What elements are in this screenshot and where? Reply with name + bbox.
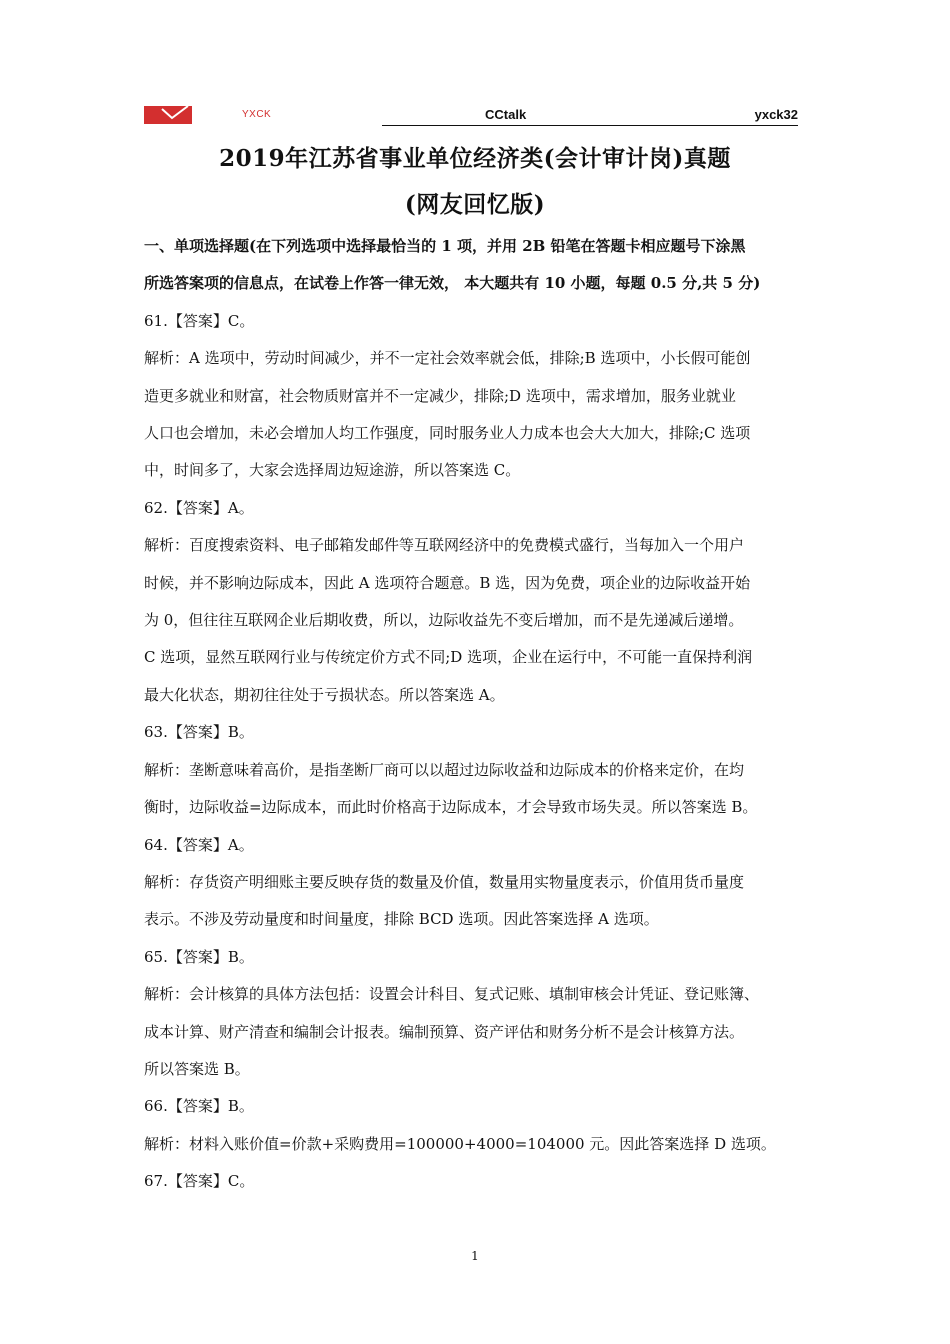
- text-line: 造更多就业和财富，社会物质财富并不一定减少，排除;D 选项中，需求增加，服务业就业: [144, 386, 736, 405]
- text-line: 表示。不涉及劳动量度和时间量度，排除 BCD 选项。因此答案选择 A 选项。: [144, 910, 659, 929]
- text-line: 64.【答案】A。: [144, 835, 254, 854]
- page-number: 1: [471, 1249, 479, 1263]
- text-line: 衡时，边际收益=边际成本，而此时价格高于边际成本，才会导致市场失灵。所以答案选 B。: [144, 798, 758, 817]
- text-line: 67.【答案】C。: [144, 1172, 255, 1191]
- logo-text: YXCK: [242, 109, 272, 120]
- document-title: 2019年江苏省事业单位经济类(会计审计岗)真题: [219, 145, 731, 172]
- section-heading-line-1: 一、单项选择题(在下列选项中选择最恰当的 1 项，并用 2B 铅笔在答题卡相应题号下涂黑: [144, 237, 746, 255]
- header-rule: [382, 125, 798, 126]
- text-line: 62.【答案】A。: [144, 498, 254, 517]
- section-heading-line-2: 所选答案项的信息点，在试卷上作答一律无效， 本大题共有 10 小题，每题 0.5 分,共 5 分): [144, 274, 761, 293]
- text-line: 成本计算、财产清查和编制会计报表。编制预算、资产评估和财务分析不是会计核算方法。: [144, 1022, 745, 1041]
- text-line: 解析：垄断意味着高价，是指垄断厂商可以以超过边际收益和边际成本的价格来定价，在均: [144, 760, 745, 779]
- text-line: 为 0，但往往互联网企业后期收费，所以，边际收益先不变后增加，而不是先递减后递增。: [144, 611, 744, 630]
- header-right-text: yxck32: [754, 107, 798, 122]
- page-header: [144, 104, 798, 126]
- text-line: 中，时间多了，大家会选择周边短途游，所以答案选 C。: [144, 461, 521, 480]
- text-line: 最大化状态，期初往往处于亏损状态。所以答案选 A。: [144, 685, 505, 704]
- text-line: 63.【答案】B。: [144, 723, 254, 742]
- header-center-text: CCtalk: [485, 107, 527, 122]
- text-line: 时候，并不影响边际成本，因此 A 选项符合题意。B 选，因为免费，项企业的边际收益开始: [144, 573, 751, 592]
- text-line: C 选项，显然互联网行业与传统定价方式不同;D 选项，企业在运行中，不可能一直保持利润: [144, 648, 753, 667]
- text-line: 66.【答案】B。: [144, 1097, 254, 1116]
- text-line: 解析：会计核算的具体方法包括：设置会计科目、复式记账、填制审核会计凭证、登记账簿、: [144, 985, 760, 1004]
- text-line: 解析：存货资产明细账主要反映存货的数量及价值，数量用实物量度表示，价值用货币量度: [144, 872, 745, 891]
- document-body: [144, 228, 807, 1201]
- text-line: 61.【答案】C。: [144, 311, 255, 330]
- document-subtitle: (网友回忆版): [404, 191, 546, 218]
- text-line: 所以答案选 B。: [144, 1059, 250, 1078]
- text-line: 解析：材料入账价值=价款+采购费用=100000+4000=104000 元。因此答案选择 D 选项。: [144, 1134, 776, 1153]
- text-line: 65.【答案】B。: [144, 947, 254, 966]
- text-line: 人口也会增加，未必会增加人均工作强度，同时服务业人力成本也会大大加大，排除;C 选项: [144, 424, 751, 443]
- text-line: 解析：A 选项中，劳动时间减少，并不一定社会效率就会低，排除;B 选项中，小长假可能创: [144, 349, 751, 368]
- yxck-logo-icon: [144, 106, 192, 124]
- text-line: 解析：百度搜索资料、电子邮箱发邮件等互联网经济中的免费模式盛行，当每加入一个用户: [144, 536, 745, 555]
